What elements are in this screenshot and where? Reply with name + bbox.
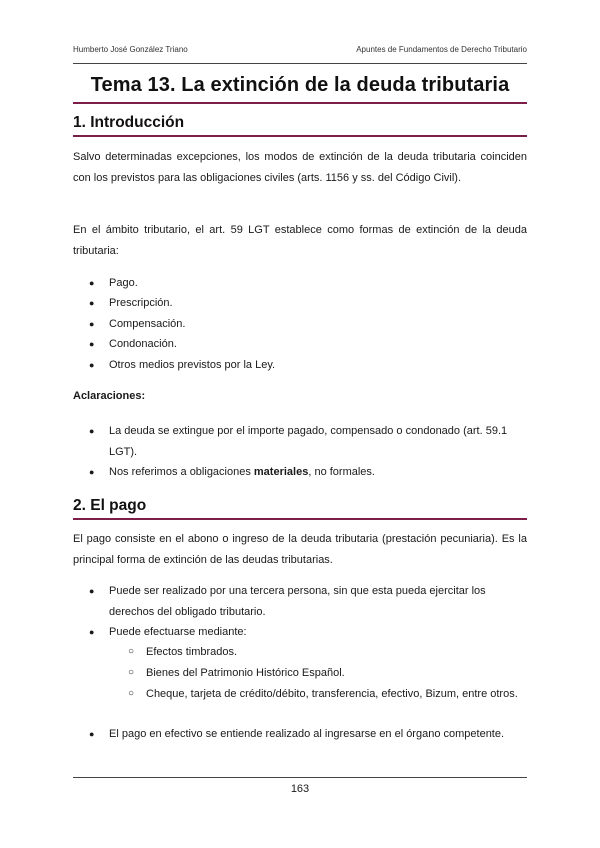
section-heading-intro: 1. Introducción <box>73 114 185 131</box>
sub-bullet-glyph: ○ <box>128 646 135 657</box>
payment-item-1: Puede ser realizado por una tercera persona, sin que esta pueda ejercitar los derechos del obligado tributario. <box>109 585 486 618</box>
list-item: Otros medios previstos por la Ley. <box>109 359 276 371</box>
bullet-glyph: ● <box>89 467 95 477</box>
payment-paragraph-1: El pago consiste en el abono o ingreso de la deuda tributaria (prestación pecuniaria). Es la principal forma de extinción de las deudas tributarias. <box>73 533 527 566</box>
bullet-glyph: ● <box>89 426 95 436</box>
list-item: Pago. <box>109 277 138 289</box>
intro-paragraph-2: En el ámbito tributario, el art. 59 LGT establece como formas de extinción de la deuda tributaria: <box>73 224 527 257</box>
sub-list-item: Bienes del Patrimonio Histórico Español. <box>146 667 345 679</box>
page-title: Tema 13. La extinción de la deuda tributaria <box>90 74 510 96</box>
footer-divider <box>73 777 527 778</box>
page-number: 163 <box>290 783 310 795</box>
bullet-glyph: ● <box>89 339 95 349</box>
section-underline-intro <box>73 135 527 137</box>
bullet-glyph: ● <box>89 319 95 329</box>
bullet-glyph: ● <box>89 278 95 288</box>
clarification-text-pre: Nos referimos a obligaciones <box>109 466 254 478</box>
header-course: Apuntes de Fundamentos de Derecho Tributario <box>356 45 527 54</box>
title-underline <box>73 102 527 104</box>
intro-paragraph-1: Salvo determinadas excepciones, los modos de extinción de la deuda tributaria coinciden con los previstos para las obligaciones civiles (arts. 1156 y ss. del Código Civil). <box>73 151 527 184</box>
sub-bullet-glyph: ○ <box>128 688 135 699</box>
sub-bullet-glyph: ○ <box>128 667 135 678</box>
bullet-glyph: ● <box>89 627 95 637</box>
payment-item-2: Puede efectuarse mediante: <box>109 626 247 638</box>
sub-list-item: Cheque, tarjeta de crédito/débito, transferencia, efectivo, Bizum, entre otros. <box>146 688 518 700</box>
bullet-glyph: ● <box>89 360 95 370</box>
clarification-item-1: La deuda se extingue por el importe pagado, compensado o condonado (art. 59.1 LGT). <box>109 425 508 458</box>
list-item: Compensación. <box>109 318 186 330</box>
bullet-glyph: ● <box>89 298 95 308</box>
list-item: Condonación. <box>109 338 177 350</box>
clarification-item-2 <box>109 462 527 483</box>
header-divider <box>73 63 527 64</box>
bullet-glyph: ● <box>89 729 95 739</box>
section-heading-payment: 2. El pago <box>73 497 147 514</box>
list-item: Prescripción. <box>109 297 173 309</box>
section-underline-payment <box>73 518 527 520</box>
bullet-glyph: ● <box>89 586 95 596</box>
clarification-text-post: , no formales. <box>308 466 375 478</box>
clarifications-label: Aclaraciones: <box>73 390 146 402</box>
sub-list-item: Efectos timbrados. <box>146 646 238 658</box>
header-author: Humberto José González Triano <box>73 45 188 54</box>
clarification-text-bold: materiales <box>253 466 309 478</box>
running-header <box>73 45 527 59</box>
payment-item-3: El pago en efectivo se entiende realizado al ingresarse en el órgano competente. <box>109 728 505 740</box>
